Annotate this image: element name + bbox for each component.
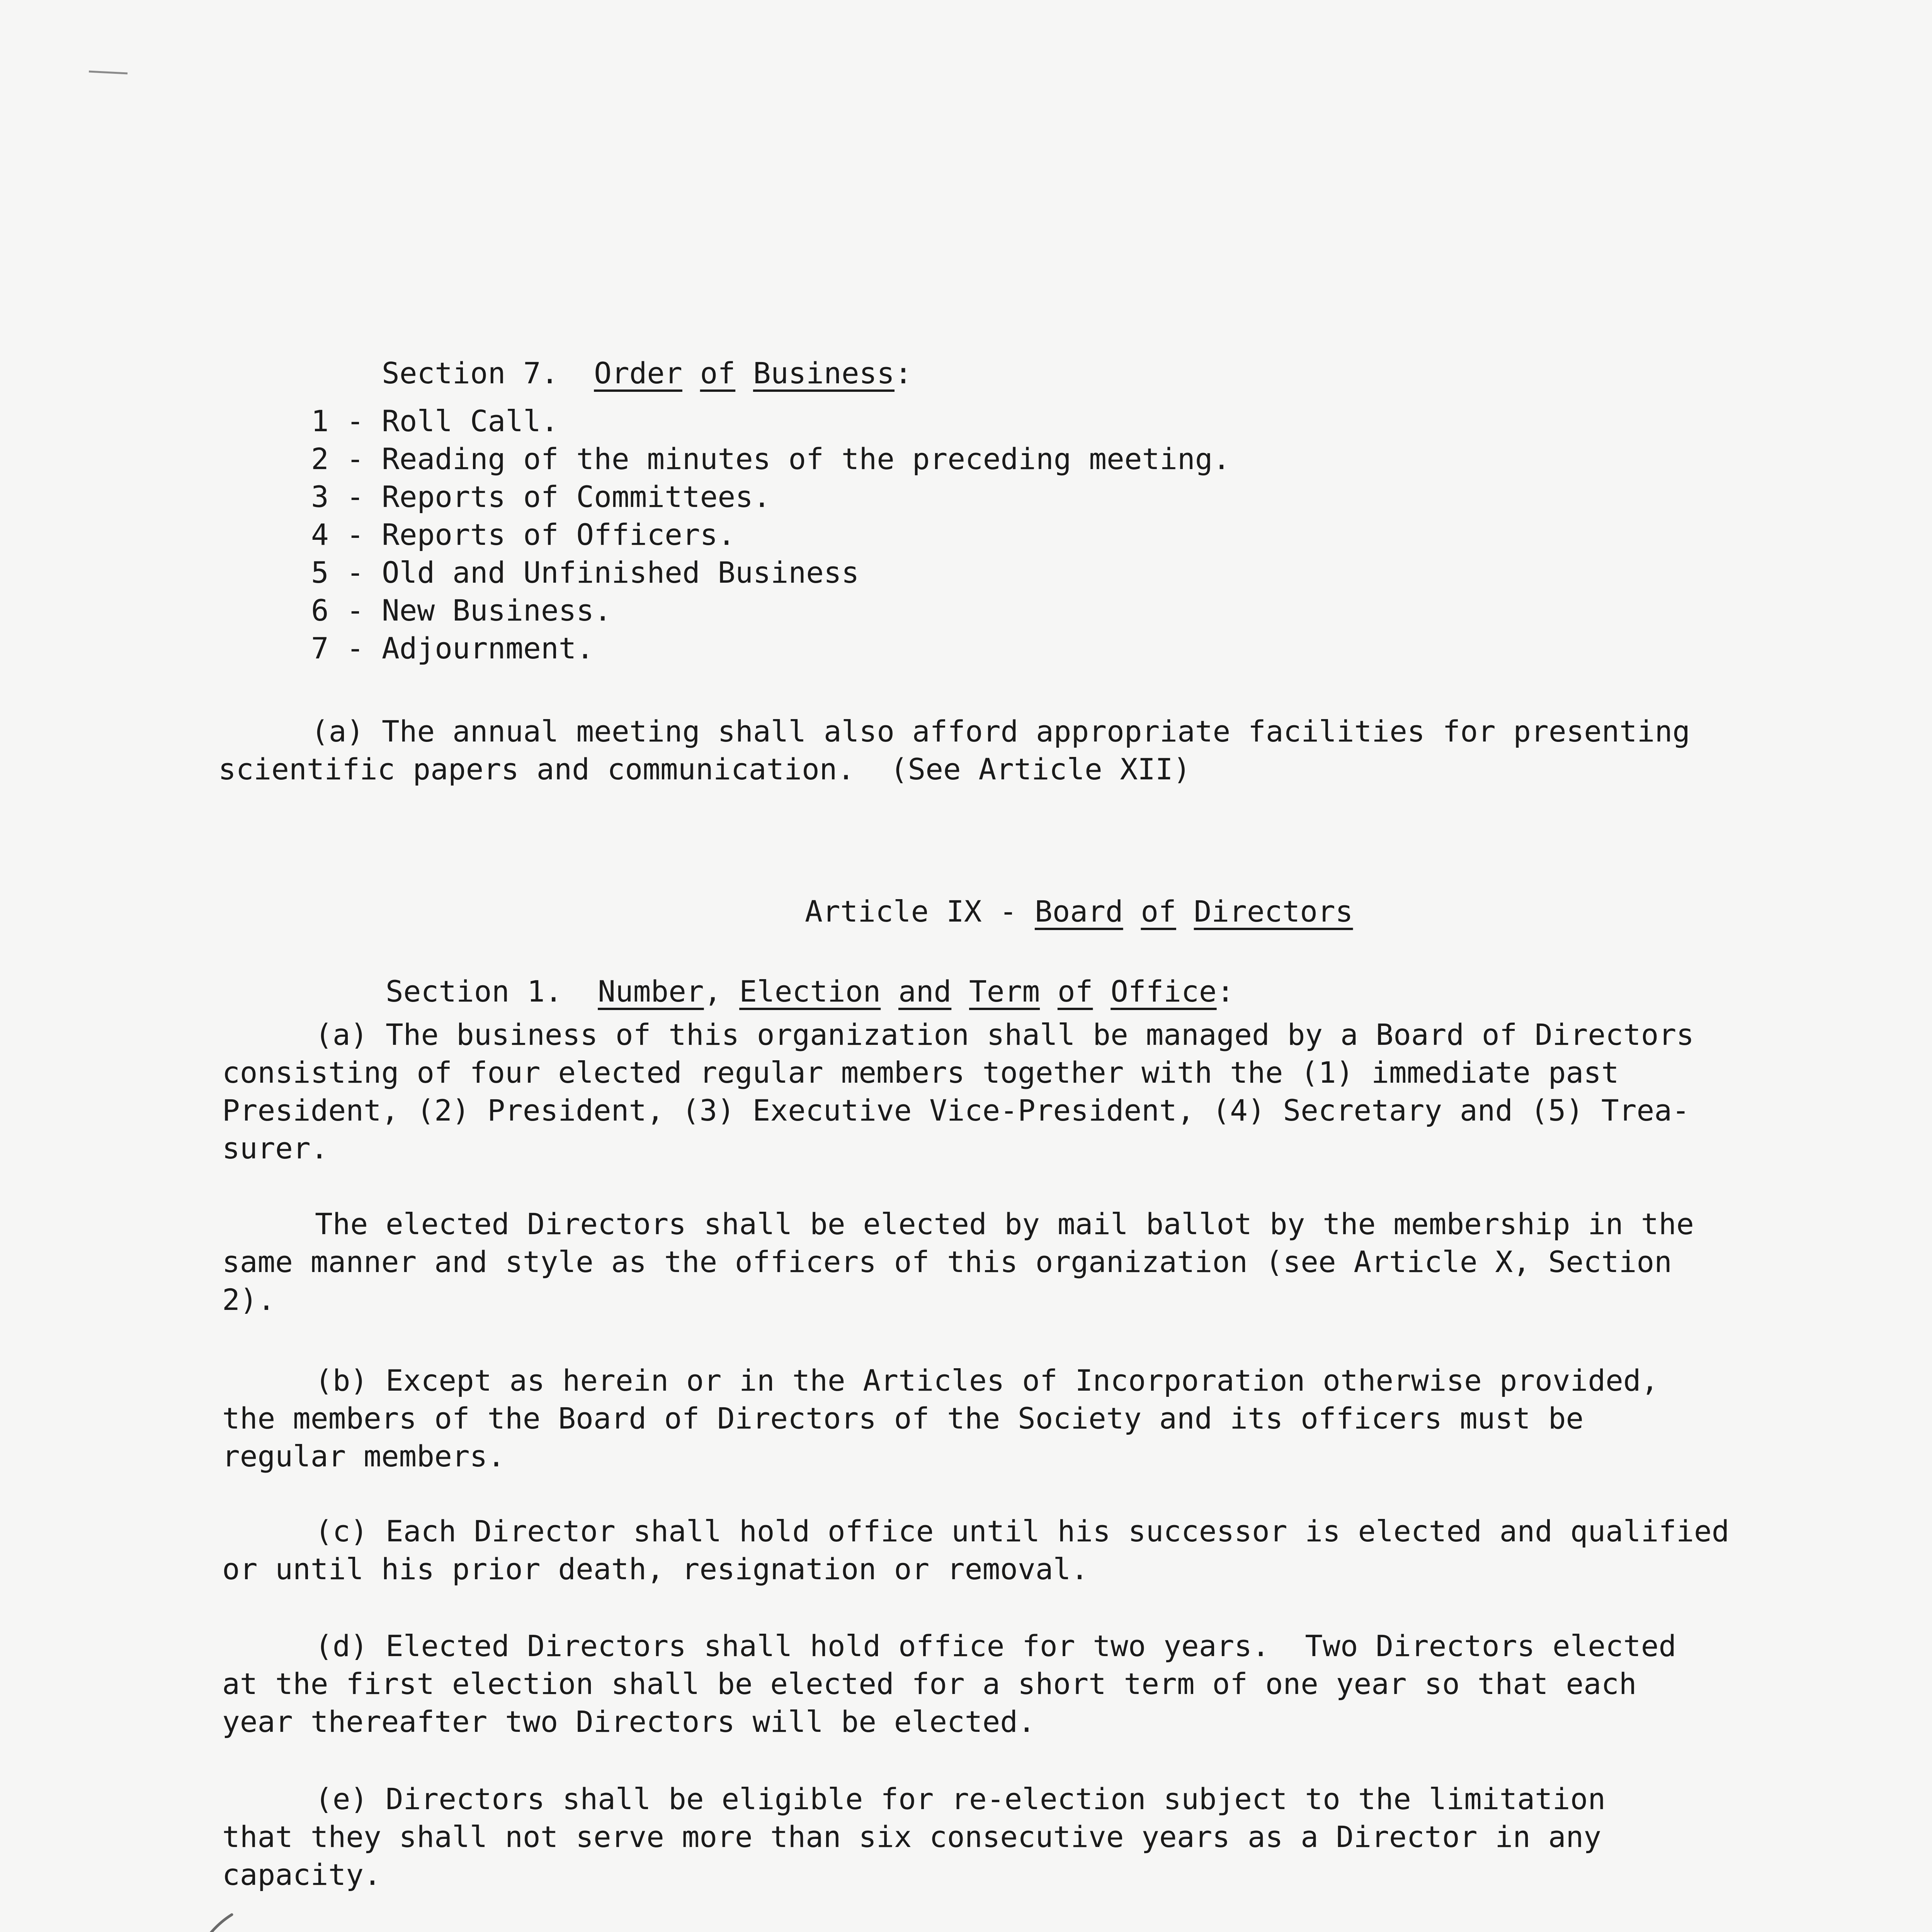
article-9-title-word: Board <box>1034 894 1123 929</box>
section-7-label: Section 7. <box>382 356 559 390</box>
section-7-title-word: Order <box>594 356 682 390</box>
article-9-title-word: of <box>1141 894 1176 929</box>
section-7-title-word: of <box>700 356 736 390</box>
elected-directors-paragraph-line: same manner and style as the officers of this organization (see Article X, Section <box>222 1245 1672 1279</box>
section-1-label: Section 1. <box>386 974 563 1009</box>
section-1-title-word: Term <box>969 974 1040 1009</box>
elected-directors-paragraph-line: The elected Directors shall be elected by mail ballot by the membership in the <box>315 1207 1694 1241</box>
business-item: 6 - New Business. <box>311 593 612 628</box>
business-item: 4 - Reports of Officers. <box>311 517 736 552</box>
business-item: 2 - Reading of the minutes of the preceding meeting. <box>311 442 1231 476</box>
section-1-paragraph-b-line: the members of the Board of Directors of the Society and its officers must be <box>222 1401 1584 1435</box>
section-1-paragraph-b-line: (b) Except as herein or in the Articles of Incorporation otherwise provided, <box>315 1363 1659 1398</box>
section-7-paragraph-a-line: (a) The annual meeting shall also afford appropriate facilities for presenting <box>311 714 1690 748</box>
business-item: 7 - Adjournment. <box>311 631 594 665</box>
section-1-paragraph-a-line: surer. <box>222 1131 328 1165</box>
article-9-title-word: Directors <box>1194 894 1353 929</box>
section-1-title-word: and <box>898 974 952 1009</box>
section-1-paragraph-e-line: that they shall not serve more than six consecutive years as a Director in any <box>222 1820 1601 1854</box>
section-1-paragraph-b-line: regular members. <box>222 1439 505 1473</box>
section-1-comma: , <box>704 974 722 1009</box>
section-1-title-word: Office <box>1111 974 1217 1009</box>
section-7-colon: : <box>894 356 912 390</box>
section-1-paragraph-c-line: (c) Each Director shall hold office until his successor is elected and qualified <box>315 1514 1730 1548</box>
section-1-colon: : <box>1216 974 1235 1009</box>
section-1-paragraph-d-line: (d) Elected Directors shall hold office for two years. Two Directors elected <box>315 1629 1677 1663</box>
section-1-paragraph-e-line: capacity. <box>222 1857 381 1892</box>
section-1-paragraph-a-line: consisting of four elected regular members together with the (1) immediate past <box>222 1055 1619 1090</box>
section-7-paragraph-a-line: scientific papers and communication. (See Article XII) <box>218 752 1191 786</box>
section-1-paragraph-a-line: President, (2) President, (3) Executive Vice-President, (4) Secretary and (5) Trea- <box>222 1093 1690 1128</box>
business-item: 1 - Roll Call. <box>311 404 559 438</box>
article-9-heading <box>734 867 1353 956</box>
business-item: 3 - Reports of Committees. <box>311 480 771 514</box>
section-1-title-word: of <box>1057 974 1093 1009</box>
section-7-title-word: Business <box>753 356 895 390</box>
section-1-paragraph-a-line: (a) The business of this organization shall be managed by a Board of Directors <box>315 1017 1694 1052</box>
elected-directors-paragraph-line: 2). <box>222 1282 276 1317</box>
business-item: 5 - Old and Unfinished Business <box>311 555 859 590</box>
article-9-prefix: Article IX - <box>805 894 1035 929</box>
section-1-paragraph-d-line: at the first election shall be elected for a short term of one year so that each <box>222 1667 1637 1701</box>
section-1-paragraph-d-line: year thereafter two Directors will be elected. <box>222 1704 1036 1739</box>
section-1-paragraph-c-line: or until his prior death, resignation or removal. <box>222 1552 1089 1586</box>
section-1-title-word: Number <box>598 974 704 1009</box>
section-1-title-word: Election <box>739 974 881 1009</box>
section-1-paragraph-e-line: (e) Directors shall be eligible for re-election subject to the limitation <box>315 1782 1606 1816</box>
